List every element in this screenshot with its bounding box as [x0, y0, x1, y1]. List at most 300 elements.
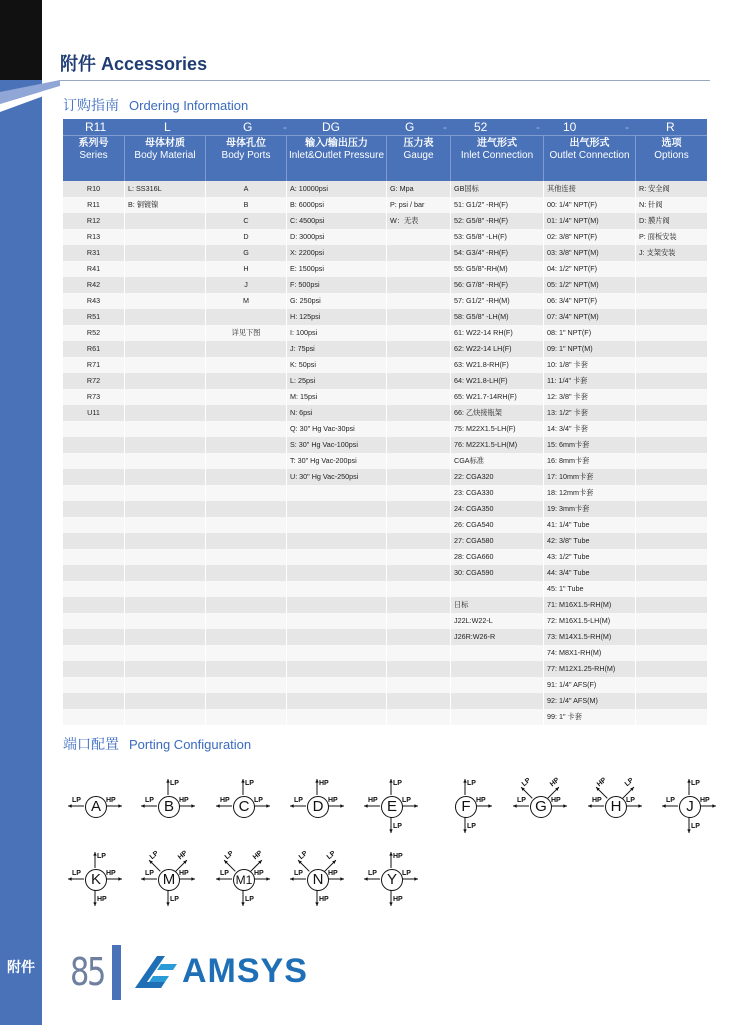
port-diagram-letter: J: [679, 796, 701, 818]
table-row: [63, 229, 707, 245]
port-label-left: LP: [145, 797, 154, 804]
table-cell-outlet: 01: 1/4" NPT(M): [544, 213, 636, 229]
column-header: [387, 136, 451, 181]
table-cell-pressure: [287, 629, 387, 645]
table-cell-gauge: [387, 677, 451, 693]
table-cell-material: [125, 213, 206, 229]
table-cell-inlet: 65: W21.7-14RH(F): [451, 389, 544, 405]
port-label-right: HP: [254, 870, 264, 877]
table-cell-options: P: 面板安装: [639, 232, 677, 241]
table-cell-gauge: [387, 293, 451, 309]
table-row: [63, 677, 707, 693]
table-cell-inlet: 57: G1/2" -RH(M): [451, 293, 544, 309]
table-cell-series: [63, 533, 125, 549]
table-cell-pressure: [287, 533, 387, 549]
table-cell-ports: [206, 341, 287, 357]
table-cell-series: [63, 421, 125, 437]
code-row-item: R: [666, 120, 675, 134]
table-cell-outlet: 其他连接: [544, 181, 636, 197]
table-cell-outlet: 02: 3/8" NPT(F): [544, 229, 636, 245]
table-cell-ports: 详见下图: [206, 325, 287, 341]
column-header-zh: 出气形式: [569, 138, 610, 149]
port-diagram-f: [432, 770, 502, 842]
table-cell-series: [63, 517, 125, 533]
table-row: [63, 709, 707, 725]
port-label-right: HP: [700, 797, 710, 804]
table-cell-pressure: H: 125psi: [287, 309, 387, 325]
table-cell-series: R43: [63, 293, 125, 309]
port-diagram-h: [582, 770, 652, 842]
table-cell-inlet: 58: G5/8" -LH(M): [451, 309, 544, 325]
table-row: [63, 293, 707, 309]
table-cell-options: [636, 469, 707, 485]
table-cell-material: [125, 373, 206, 389]
page-title: 附件 Accessories: [60, 54, 208, 74]
table-cell-options: [636, 453, 707, 469]
port-label-tr: HP: [548, 776, 561, 789]
table-cell-series: R71: [63, 357, 125, 373]
table-cell-series: R42: [63, 277, 125, 293]
table-row: [63, 645, 707, 661]
table-cell-options: R: 安全阀: [639, 184, 670, 193]
column-header-zh: 母体材质: [145, 138, 185, 149]
table-cell-material: [125, 309, 206, 325]
column-header-en: Options: [654, 150, 689, 161]
table-cell-ports: [206, 629, 287, 645]
table-row: [63, 453, 707, 469]
table-cell-gauge: [387, 421, 451, 437]
arrow-head-icon: [364, 877, 368, 880]
table-cell-pressure: [287, 501, 387, 517]
table-row: [63, 197, 707, 213]
table-cell-options: [636, 549, 707, 565]
column-header-zh: 选项: [661, 138, 682, 149]
table-cell-options: [636, 645, 707, 661]
table-cell-outlet: 45: 1" Tube: [544, 581, 636, 597]
table-cell-options: [636, 341, 707, 357]
column-header-en: Body Material: [134, 150, 196, 161]
table-cell-outlet: 08: 1" NPT(F): [544, 325, 636, 341]
code-row-item: R11: [85, 120, 107, 134]
port-label-tr: HP: [251, 849, 264, 862]
table-cell-pressure: [287, 485, 387, 501]
column-header-zh: 输入/输出压力: [305, 138, 368, 149]
table-cell-options: [636, 421, 707, 437]
table-cell-outlet: 99: 1" 卡套: [544, 709, 636, 725]
port-label-right: HP: [551, 797, 561, 804]
table-row: [63, 437, 707, 453]
ordering-table: [63, 119, 707, 725]
table-cell-outlet: 11: 1/4" 卡套: [544, 373, 636, 389]
table-cell-pressure: L: 25psi: [287, 373, 387, 389]
arrow-head-icon: [712, 804, 716, 807]
port-label-tr: HP: [176, 849, 189, 862]
column-header-zh: 压力表: [403, 138, 434, 149]
table-cell-series: [63, 693, 125, 709]
table-cell-series: [63, 453, 125, 469]
table-cell-series: R31: [63, 245, 125, 261]
port-label-right: HP: [106, 797, 116, 804]
table-cell-series: [63, 709, 125, 725]
table-cell-options: J: 支架安装: [639, 248, 676, 257]
table-cell-material: [125, 293, 206, 309]
table-cell-inlet: 54: G3/4" -RH(F): [451, 245, 544, 261]
table-cell-outlet: 92: 1/4" AFS(M): [544, 693, 636, 709]
table-row: [63, 693, 707, 709]
table-body: [63, 181, 707, 725]
table-cell-gauge: [387, 325, 451, 341]
table-cell-series: [63, 565, 125, 581]
table-cell-options: [636, 293, 707, 309]
table-cell-gauge: [387, 693, 451, 709]
code-row-item: -: [283, 120, 287, 134]
table-cell-inlet: 27: CGA580: [451, 533, 544, 549]
port-diagram-letter: M: [158, 869, 180, 891]
table-cell-outlet: 18: 12mm卡套: [544, 485, 636, 501]
table-cell-gauge: [387, 453, 451, 469]
table-cell-pressure: T: 30" Hg Vac-200psi: [287, 453, 387, 469]
port-label-bottom: LP: [467, 823, 476, 830]
table-cell-options: [636, 389, 707, 405]
port-label-tr: LP: [325, 849, 338, 862]
arrow-head-icon: [290, 804, 294, 807]
port-diagram-b: [135, 770, 205, 842]
table-cell-options: [636, 485, 707, 501]
arrow-head-icon: [414, 877, 418, 880]
table-cell-ports: [206, 437, 287, 453]
table-cell-options: [636, 661, 707, 677]
table-cell-inlet: 28: CGA660: [451, 549, 544, 565]
port-label-bottom: HP: [319, 896, 329, 903]
table-cell-options: [636, 597, 707, 613]
table-cell-inlet: 56: G7/8" -RH(F): [451, 277, 544, 293]
arrow-head-icon: [68, 804, 72, 807]
table-cell-ports: [206, 405, 287, 421]
table-cell-options: [636, 261, 707, 277]
code-row-item: G: [243, 120, 253, 134]
table-cell-gauge: [387, 597, 451, 613]
table-cell-pressure: U: 30" Hg Vac-250psi: [287, 469, 387, 485]
title-divider: [60, 80, 710, 81]
table-cell-series: [63, 629, 125, 645]
table-cell-pressure: E: 1500psi: [287, 261, 387, 277]
side-label: 附件: [7, 959, 35, 975]
table-cell-series: R73: [63, 389, 125, 405]
table-cell-outlet: 09: 1" NPT(M): [544, 341, 636, 357]
port-diagram-n: [284, 843, 354, 915]
porting-heading-en: Porting Configuration: [129, 737, 252, 752]
arrow-head-icon: [588, 804, 592, 807]
port-diagram-a: [62, 770, 132, 842]
ordering-heading-zh: 订购指南: [63, 97, 119, 113]
table-cell-ports: [206, 453, 287, 469]
table-cell-series: R41: [63, 261, 125, 277]
table-cell-outlet: 16: 8mm卡套: [544, 453, 636, 469]
port-label-left: LP: [145, 870, 154, 877]
table-cell-ports: B: [206, 197, 287, 213]
table-cell-inlet: 30: CGA590: [451, 565, 544, 581]
column-header: [63, 136, 125, 181]
table-cell-material: [125, 341, 206, 357]
port-label-tl: LP: [297, 849, 310, 862]
table-cell-options: [636, 405, 707, 421]
table-cell-material: [125, 501, 206, 517]
table-cell-ports: [206, 581, 287, 597]
table-cell-series: U11: [63, 405, 125, 421]
port-label-left: LP: [294, 870, 303, 877]
arrow-head-icon: [216, 804, 220, 807]
arrow-head-icon: [191, 804, 195, 807]
table-cell-inlet: [451, 677, 544, 693]
table-cell-gauge: [387, 277, 451, 293]
code-row-item: -: [443, 120, 447, 134]
table-cell-outlet: 07: 3/4" NPT(M): [544, 309, 636, 325]
port-label-top: HP: [319, 780, 329, 787]
table-cell-pressure: F: 500psi: [287, 277, 387, 293]
table-cell-outlet: 10: 1/8" 卡套: [544, 357, 636, 373]
column-header: [206, 136, 287, 181]
table-cell-options: D: 膜片阀: [639, 216, 670, 225]
table-header: [63, 135, 707, 181]
table-row: [63, 357, 707, 373]
table-cell-pressure: D: 3000psi: [287, 229, 387, 245]
table-row: [63, 597, 707, 613]
port-label-left: LP: [368, 870, 377, 877]
table-cell-ports: [206, 613, 287, 629]
table-cell-ports: [206, 645, 287, 661]
table-cell-inlet: 26: CGA540: [451, 517, 544, 533]
table-cell-inlet: 61: W22-14 RH(F): [451, 325, 544, 341]
table-cell-series: R13: [63, 229, 125, 245]
port-label-top: LP: [97, 853, 106, 860]
table-cell-gauge: [387, 437, 451, 453]
table-cell-ports: [206, 389, 287, 405]
column-header-zh: 进气形式: [477, 138, 517, 149]
table-cell-options: [636, 709, 707, 725]
table-cell-inlet: J22L:W22-L: [451, 613, 544, 629]
table-cell-pressure: [287, 613, 387, 629]
table-cell-pressure: [287, 517, 387, 533]
port-label-tl: LP: [148, 849, 161, 862]
table-row: [63, 549, 707, 565]
page-number: 85: [70, 950, 104, 994]
port-label-tl: LP: [520, 776, 533, 789]
table-cell-options: [636, 581, 707, 597]
table-cell-pressure: I: 100psi: [287, 325, 387, 341]
table-cell-outlet: 12: 3/8" 卡套: [544, 389, 636, 405]
table-cell-material: [125, 389, 206, 405]
table-cell-material: [125, 677, 206, 693]
column-header: [636, 136, 707, 181]
amsys-logo-icon: [135, 954, 179, 990]
port-diagram-c: [210, 770, 280, 842]
table-cell-inlet: 24: CGA350: [451, 501, 544, 517]
table-cell-outlet: 17: 10mm卡套: [544, 469, 636, 485]
port-label-tl: HP: [595, 776, 608, 789]
table-row: [63, 421, 707, 437]
table-cell-material: [125, 245, 206, 261]
port-diagram-letter: B: [158, 796, 180, 818]
table-row: [63, 181, 707, 197]
table-cell-pressure: [287, 549, 387, 565]
table-cell-gauge: [387, 565, 451, 581]
table-cell-outlet: 13: 1/2" 卡套: [544, 405, 636, 421]
table-cell-inlet: [451, 645, 544, 661]
port-diagram-letter: G: [530, 796, 552, 818]
port-label-left: LP: [72, 870, 81, 877]
table-cell-ports: [206, 357, 287, 373]
table-cell-material: [125, 325, 206, 341]
column-header-zh: 母体孔位: [226, 138, 266, 149]
table-row: [63, 277, 707, 293]
table-cell-pressure: B: 6000psi: [287, 197, 387, 213]
table-cell-material: [125, 549, 206, 565]
port-diagram-letter: F: [455, 796, 477, 818]
ordering-heading-en: Ordering Information: [129, 98, 249, 113]
table-cell-pressure: [287, 709, 387, 725]
table-cell-pressure: K: 50psi: [287, 357, 387, 373]
column-header-en: Outlet Connection: [549, 150, 630, 161]
arrow-head-icon: [662, 804, 666, 807]
port-label-left: LP: [666, 797, 675, 804]
port-diagram-letter: Y: [381, 869, 403, 891]
table-cell-options: [636, 357, 707, 373]
table-cell-gauge: G: Mpa: [387, 181, 451, 197]
arrow-head-icon: [364, 804, 368, 807]
table-cell-inlet: 62: W22-14 LH(F): [451, 341, 544, 357]
table-cell-outlet: 03: 3/8" NPT(M): [544, 245, 636, 261]
table-cell-options: [636, 373, 707, 389]
port-label-tr: LP: [623, 776, 636, 789]
table-cell-ports: J: [206, 277, 287, 293]
code-row: [63, 119, 707, 135]
port-label-bottom: LP: [691, 823, 700, 830]
port-diagram-k: [62, 843, 132, 915]
code-row-item: -: [625, 120, 629, 134]
table-cell-material: [125, 629, 206, 645]
table-cell-ports: [206, 565, 287, 581]
table-cell-ports: [206, 469, 287, 485]
table-cell-material: [125, 453, 206, 469]
column-header-zh: 系列号: [78, 138, 109, 149]
table-cell-series: R12: [63, 213, 125, 229]
table-cell-series: [63, 501, 125, 517]
table-cell-options: [636, 325, 707, 341]
table-row: [63, 405, 707, 421]
table-row: [63, 629, 707, 645]
table-cell-ports: [206, 485, 287, 501]
table-cell-options: [636, 437, 707, 453]
table-cell-material: B: 铜镀镍: [125, 197, 206, 213]
table-cell-inlet: [451, 661, 544, 677]
code-row-item: DG: [322, 120, 340, 134]
port-label-right: HP: [328, 870, 338, 877]
table-cell-inlet: 52: G5/8" -RH(F): [451, 213, 544, 229]
port-label-top: LP: [393, 780, 402, 787]
arrow-head-icon: [290, 877, 294, 880]
arrow-head-icon: [266, 877, 270, 880]
arrow-head-icon: [191, 877, 195, 880]
table-row: [63, 389, 707, 405]
brand-name: AMSYS: [182, 952, 308, 990]
table-cell-material: [125, 421, 206, 437]
table-cell-series: [63, 469, 125, 485]
table-cell-pressure: [287, 565, 387, 581]
port-label-top: LP: [170, 780, 179, 787]
port-diagram-letter: E: [381, 796, 403, 818]
table-cell-ports: [206, 693, 287, 709]
table-cell-gauge: [387, 245, 451, 261]
table-cell-series: R51: [63, 309, 125, 325]
table-cell-material: [125, 597, 206, 613]
table-cell-pressure: G: 250psi: [287, 293, 387, 309]
table-row: [63, 501, 707, 517]
table-cell-series: [63, 661, 125, 677]
table-row: [63, 373, 707, 389]
table-cell-pressure: M: 15psi: [287, 389, 387, 405]
table-cell-ports: M: [206, 293, 287, 309]
table-cell-inlet: 日标: [451, 597, 544, 613]
table-cell-gauge: [387, 309, 451, 325]
port-diagram-letter: C: [233, 796, 255, 818]
table-cell-inlet: [451, 581, 544, 597]
column-header: [287, 136, 387, 181]
sidebar-band: [0, 0, 42, 1025]
table-row: [63, 213, 707, 229]
table-cell-series: [63, 597, 125, 613]
column-header-en: Series: [79, 150, 108, 161]
arrow-head-icon: [266, 804, 270, 807]
port-label-bottom: HP: [393, 896, 403, 903]
port-label-right: LP: [254, 797, 263, 804]
table-cell-options: [636, 613, 707, 629]
table-cell-gauge: [387, 517, 451, 533]
table-cell-gauge: [387, 341, 451, 357]
table-cell-outlet: 91: 1/4" AFS(F): [544, 677, 636, 693]
porting-heading-zh: 端口配置: [63, 736, 119, 752]
table-cell-options: [636, 517, 707, 533]
table-cell-outlet: 74: M8X1-RH(M): [544, 645, 636, 661]
table-row: [63, 533, 707, 549]
table-cell-gauge: [387, 501, 451, 517]
port-diagram-d: [284, 770, 354, 842]
port-label-right: LP: [402, 870, 411, 877]
table-cell-gauge: [387, 533, 451, 549]
port-diagram-y: [358, 843, 428, 915]
port-label-left: HP: [220, 797, 230, 804]
column-header-en: Body Ports: [221, 150, 271, 161]
table-row: [63, 517, 707, 533]
table-cell-material: [125, 277, 206, 293]
table-cell-pressure: [287, 693, 387, 709]
port-diagram-letter: D: [307, 796, 329, 818]
port-label-right: HP: [179, 870, 189, 877]
table-cell-pressure: A: 10000psi: [287, 181, 387, 197]
table-cell-options: [636, 309, 707, 325]
arrow-head-icon: [340, 877, 344, 880]
table-cell-gauge: [387, 357, 451, 373]
column-header: [125, 136, 206, 181]
table-cell-outlet: 44: 3/4" Tube: [544, 565, 636, 581]
arrow-head-icon: [340, 804, 344, 807]
table-cell-pressure: [287, 581, 387, 597]
ordering-heading: [63, 95, 248, 115]
table-cell-outlet: 77: M12X1.25-RH(M): [544, 661, 636, 677]
port-diagram-letter: K: [85, 869, 107, 891]
table-cell-options: [636, 693, 707, 709]
table-cell-inlet: 66: 乙炔接瓶架: [451, 405, 544, 421]
table-cell-ports: C: [206, 213, 287, 229]
